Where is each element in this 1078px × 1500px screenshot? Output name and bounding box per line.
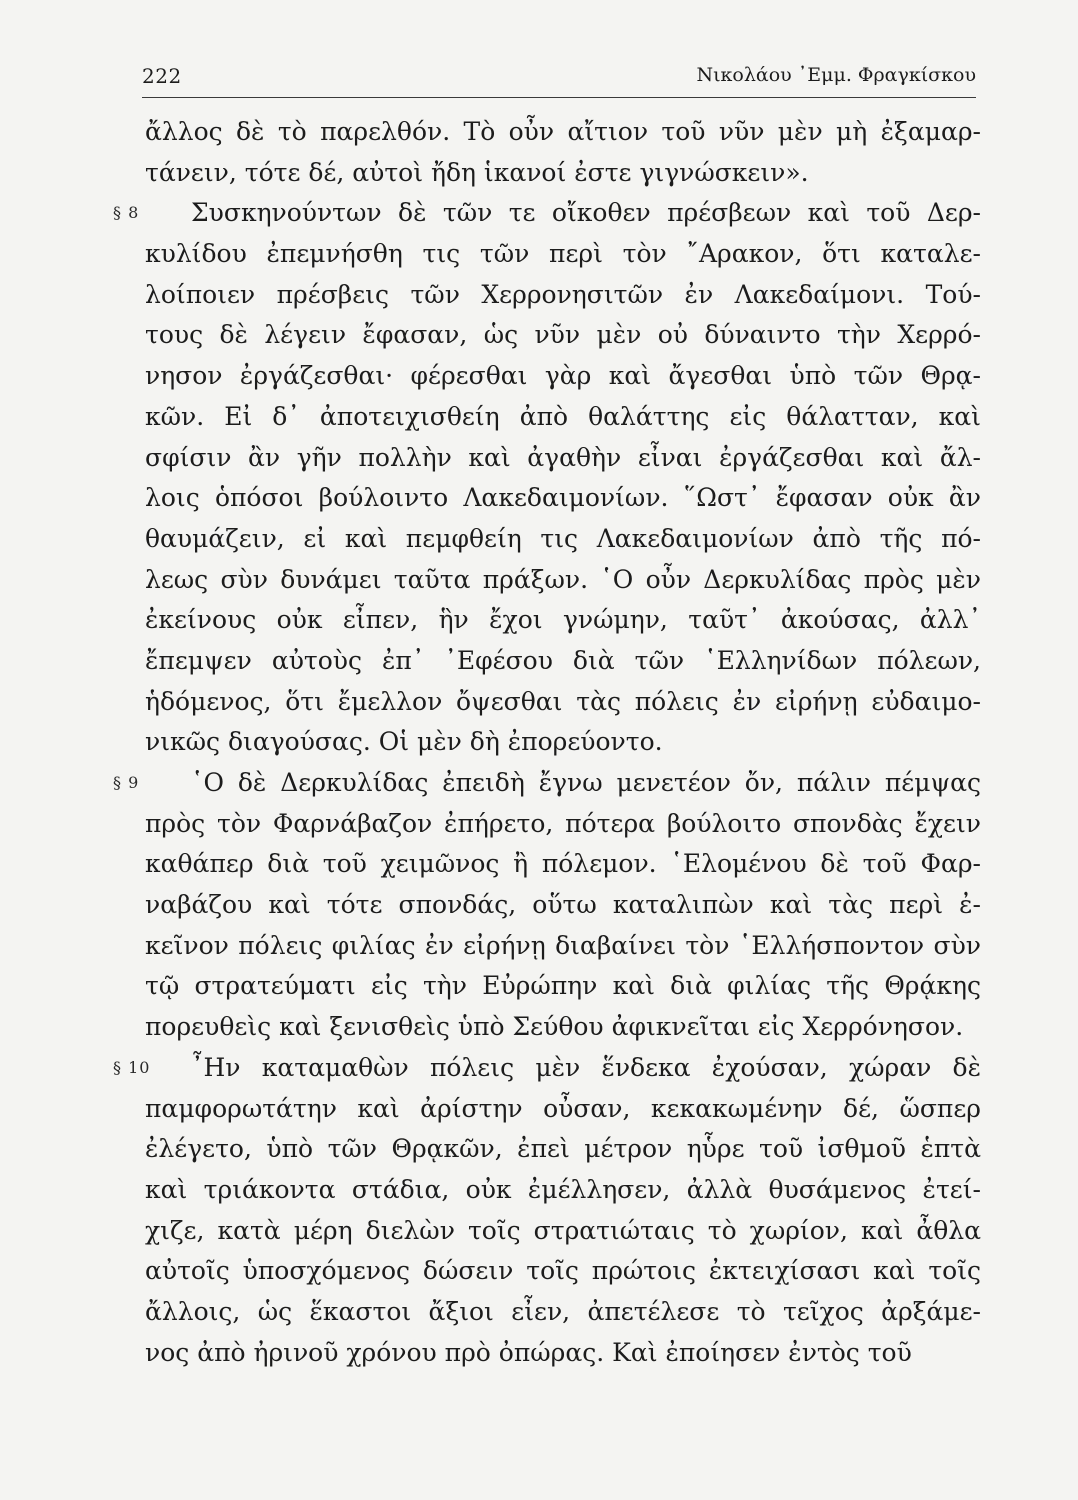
- text-line: [145, 519, 981, 560]
- line-text: νος ἀπὸ ἠρινοῦ χρόνου πρὸ ὀπώρας. Καὶ ἐποίησεν ἐντὸς τοῦ: [145, 1337, 912, 1367]
- line-text: κῶν. Εἰ δ᾿ ἀποτειχισθείη ἀπὸ θαλάττης εἰς θάλατταν, καὶ: [145, 401, 981, 431]
- section-marker: § 9: [113, 773, 140, 792]
- line-text: λεως σὺν δυνάμει ταῦτα πράξων. ῾Ο οὖν Δερκυλίδας πρὸς μὲν: [145, 564, 981, 594]
- text-line: [145, 641, 981, 682]
- text-line: [145, 844, 981, 885]
- text-line: [145, 1211, 981, 1252]
- page-header: [142, 62, 976, 92]
- line-text: Συσκηνούντων δὲ τῶν τε οἴκοθεν πρέσβεων καὶ τοῦ Δερ-: [191, 198, 981, 228]
- line-text: καθάπερ διὰ τοῦ χειμῶνος ἢ πόλεμον. ῾Ελομένου δὲ τοῦ Φαρ-: [145, 849, 981, 879]
- text-line: [145, 356, 981, 397]
- line-text: λοίποιεν πρέσβεις τῶν Χερρονησιτῶν ἐν Λακεδαίμονι. Τού-: [145, 279, 981, 309]
- text-line: [145, 1170, 981, 1211]
- text-line: [145, 438, 981, 479]
- line-text: ἐκείνους οὐκ εἶπεν, ἣν ἔχοι γνώμην, ταῦτ᾿ ἀκούσας, ἀλλ᾿: [145, 605, 981, 635]
- running-head: Νικολάου ᾿Εμμ. Φραγκίσκου: [696, 64, 976, 86]
- text-line: [145, 234, 981, 275]
- text-line: [145, 275, 981, 316]
- text-line: [145, 315, 981, 356]
- line-text: ἄλλος δὲ τὸ παρελθόν. Τὸ οὖν αἴτιον τοῦ νῦν μὲν μὴ ἐξαμαρ-: [145, 117, 981, 146]
- text-line: [145, 1089, 981, 1130]
- text-line: [145, 397, 981, 438]
- text-line: [113, 1048, 981, 1089]
- line-text: παμφορωτάτην καὶ ἀρίστην οὖσαν, κεκακωμένην δέ, ὥσπερ: [145, 1093, 981, 1123]
- text-line: [145, 1129, 981, 1170]
- text-line: [145, 153, 981, 194]
- line-text: πρὸς τὸν Φαρνάβαζον ἐπήρετο, πότερα βούλοιτο σπονδὰς ἔχειν: [145, 808, 981, 838]
- text-line: [145, 1333, 981, 1374]
- text-line: [113, 193, 981, 234]
- text-line: [145, 560, 981, 601]
- line-text: ἔπεμψεν αὐτοὺς ἐπ᾿ ᾿Εφέσου διὰ τῶν ῾Ελληνίδων πόλεων,: [145, 645, 981, 675]
- section-marker: § 8: [113, 203, 140, 223]
- line-text: ῾Ο δὲ Δερκυλίδας ἐπειδὴ ἔγνω μενετέον ὄν, πάλιν πέμψας: [191, 768, 981, 797]
- text-line: [145, 885, 981, 926]
- line-text: ἄλλοις, ὡς ἕκαστοι ἄξιοι εἶεν, ἀπετέλεσε τὸ τεῖχος ἀρξάμε-: [145, 1296, 981, 1326]
- text-line: [145, 1007, 981, 1048]
- text-line: [145, 682, 981, 723]
- line-text: νικῶς διαγούσας. Οἱ μὲν δὴ ἐπορεύοντο.: [145, 727, 663, 757]
- text-line: [113, 763, 981, 804]
- line-text: κυλίδου ἐπεμνήσθη τις τῶν περὶ τὸν ῎Αρακον, ὅτι καταλε-: [145, 239, 981, 269]
- body-text: [113, 112, 981, 1373]
- line-text: ἡδόμενος, ὅτι ἔμελλον ὄψεσθαι τὰς πόλεις ἐν εἰρήνῃ εὐδαιμο-: [145, 686, 981, 716]
- line-text: τάνειν, τότε δέ, αὐτοὶ ἤδη ἱκανοί ἐστε γιγνώσκειν».: [145, 157, 809, 187]
- text-line: [145, 1292, 981, 1333]
- text-line: [145, 722, 981, 763]
- line-text: νησον ἐργάζεσθαι· φέρεσθαι γὰρ καὶ ἄγεσθαι ὑπὸ τῶν Θρᾳ-: [145, 361, 981, 391]
- section-marker: § 10: [113, 1057, 151, 1077]
- line-text: ῏Ην καταμαθὼν πόλεις μὲν ἕνδεκα ἐχούσαν, χώραν δὲ: [191, 1052, 981, 1082]
- line-text: κεῖνον πόλεις φιλίας ἐν εἰρήνῃ διαβαίνει τὸν ῾Ελλήσποντον σὺν: [145, 930, 981, 960]
- text-line: [145, 804, 981, 845]
- line-text: ναβάζου καὶ τότε σπονδάς, οὕτω καταλιπὼν καὶ τὰς περὶ ἐ-: [145, 890, 981, 920]
- page-number: 222: [142, 64, 182, 88]
- header-rule: [142, 97, 976, 98]
- text-line: [145, 1251, 981, 1292]
- text-line: [145, 926, 981, 967]
- line-text: ἐλέγετο, ὑπὸ τῶν Θρᾳκῶν, ἐπεὶ μέτρον ηὗρε τοῦ ἰσθμοῦ ἑπτὰ: [145, 1134, 981, 1164]
- line-text: λοις ὁπόσοι βούλοιντο Λακεδαιμονίων. ῞Ωστ᾿ ἔφασαν οὐκ ἂν: [145, 483, 981, 513]
- line-text: χιζε, κατὰ μέρη διελὼν τοῖς στρατιώταις τὸ χωρίον, καὶ ἆθλα: [145, 1215, 981, 1245]
- line-text: τῷ στρατεύματι εἰς τὴν Εὐρώπην καὶ διὰ φιλίας τῆς Θρᾴκης: [145, 971, 981, 1001]
- line-text: θαυμάζειν, εἰ καὶ πεμφθείη τις Λακεδαιμονίων ἀπὸ τῆς πό-: [145, 523, 981, 553]
- text-line: [145, 600, 981, 641]
- text-line: [145, 966, 981, 1007]
- text-line: [145, 478, 981, 519]
- line-text: σφίσιν ἂν γῆν πολλὴν καὶ ἀγαθὴν εἶναι ἐργάζεσθαι καὶ ἄλ-: [145, 442, 981, 472]
- line-text: αὐτοῖς ὑποσχόμενος δώσειν τοῖς πρώτοις ἐκτειχίσασι καὶ τοῖς: [145, 1256, 981, 1286]
- line-text: τους δὲ λέγειν ἔφασαν, ὡς νῦν μὲν οὐ δύναιντο τὴν Χερρό-: [145, 320, 981, 350]
- line-text: πορευθεὶς καὶ ξενισθεὶς ὑπὸ Σεύθου ἀφικνεῖται εἰς Χερρόνησον.: [145, 1012, 964, 1042]
- text-line: [145, 112, 981, 153]
- line-text: καὶ τριάκοντα στάδια, οὐκ ἐμέλλησεν, ἀλλὰ θυσάμενος ἐτεί-: [145, 1174, 981, 1204]
